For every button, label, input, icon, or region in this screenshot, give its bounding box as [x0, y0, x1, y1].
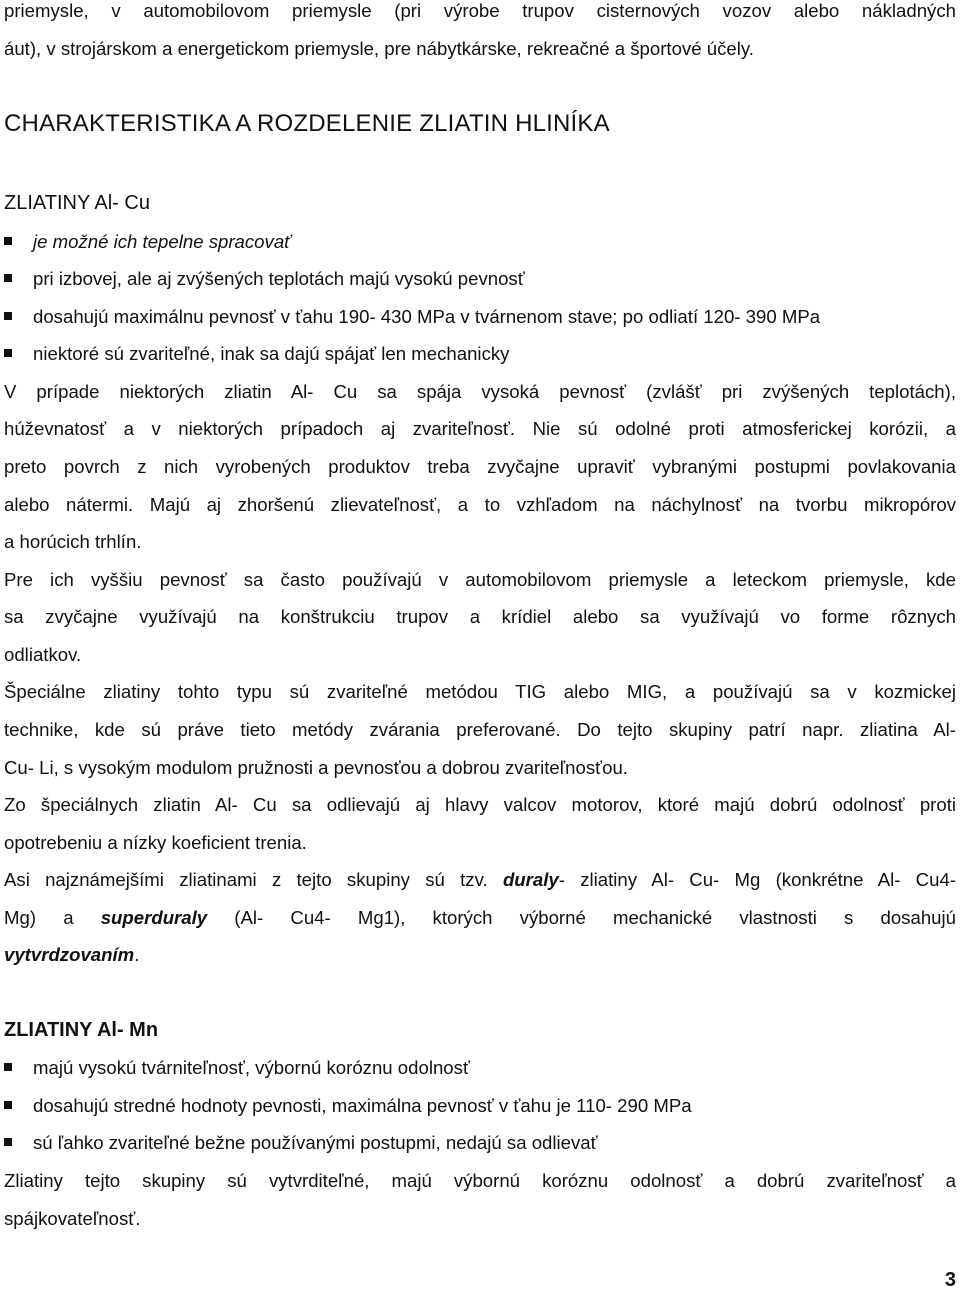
paragraph-line: a horúcich trhlín. [4, 531, 142, 552]
paragraph-line: sa zvyčajne využívajú na konštrukciu trupov a krídiel alebo sa využívajú vo forme rôznych [4, 606, 956, 627]
term-vytvrdzovanim: vytvrdzovaním [4, 944, 135, 965]
text-run: . [134, 944, 140, 965]
text-run: - zliatiny Al- Cu- Mg (konkrétne Al- Cu4- [558, 869, 956, 890]
bullet-icon [4, 274, 12, 282]
bullet-text: je možné ich tepelne spracovať [33, 231, 291, 252]
section-heading-al-cu: ZLIATINY Al- Cu [4, 192, 150, 214]
bullet-icon [4, 1101, 12, 1109]
bullet-item [4, 1095, 692, 1117]
paragraph-line [4, 869, 956, 891]
bullet-item [4, 1132, 598, 1154]
paragraph-line: spájkovateľnosť. [4, 1208, 141, 1229]
paragraph-line: opotrebeniu a nízky koeficient trenia. [4, 832, 307, 853]
text-run: Asi najznámejšími zliatinami z tejto skupiny sú tzv. [4, 869, 503, 890]
bullet-item [4, 343, 509, 365]
paragraph-line: Zo špeciálnych zliatin Al- Cu sa odlievajú aj hlavy valcov motorov, ktoré majú dobrú odolnosť proti [4, 794, 956, 815]
bullet-text: dosahujú maximálnu pevnosť v ťahu 190- 430 MPa v tvárnenom stave; po odliatí 120- 390 MPa [33, 306, 821, 327]
paragraph-line: Pre ich vyššiu pevnosť sa často používajú v automobilovom priemysle a leteckom priemysle, kde [4, 569, 956, 590]
bullet-text: majú vysokú tvárniteľnosť, výbornú koróznu odolnosť [33, 1057, 470, 1078]
section-heading-al-mn: ZLIATINY Al- Mn [4, 1019, 159, 1041]
bullet-icon [4, 1138, 12, 1146]
paragraph-line: preto povrch z nich vyrobených produktov treba zvyčajne upraviť vybranými postupmi povlakovania [4, 456, 956, 477]
text-run: Mg) a [4, 907, 101, 928]
page-number: 3 [944, 1269, 956, 1291]
bullet-text: sú ľahko zvariteľné bežne používanými postupmi, nedajú sa odlievať [33, 1132, 598, 1153]
paragraph-line: technike, kde sú práve tieto metódy zvárania preferované. Do tejto skupiny patrí napr. zliatina Al- [4, 719, 956, 740]
bullet-item [4, 306, 820, 328]
bullet-item [4, 231, 291, 253]
intro-line-2: áut), v strojárskom a energetickom priemysle, pre nábytkárske, rekreačné a športové účely. [4, 38, 754, 59]
intro-line-1: priemysle, v automobilovom priemysle (pri výrobe trupov cisternových vozov alebo nákladných [4, 0, 956, 21]
paragraph-line [4, 907, 956, 929]
term-duraly: duraly [502, 869, 559, 890]
main-heading: CHARAKTERISTIKA A ROZDELENIE ZLIATIN HLINÍKA [4, 110, 610, 137]
paragraph-line: Zliatiny tejto skupiny sú vytvrditeľné, majú výbornú koróznu odolnosť a dobrú zvariteľnosť a [4, 1170, 956, 1191]
paragraph-line [4, 944, 139, 966]
text-run: (Al- Cu4- Mg1), ktorých výborné mechanické vlastnosti s dosahujú [207, 907, 956, 928]
paragraph-line: húževnatosť a v niektorých prípadoch aj zvariteľnosť. Nie sú odolné proti atmosferickej korózii, a [4, 418, 956, 439]
paragraph-line: V prípade niektorých zliatin Al- Cu sa spája vysoká pevnosť (zvlášť pri zvýšených teplotách), [4, 381, 956, 402]
term-superduraly: superduraly [100, 907, 208, 928]
bullet-icon [4, 349, 12, 357]
bullet-text: niektoré sú zvariteľné, inak sa dajú spájať len mechanicky [33, 343, 510, 364]
paragraph-line: odliatkov. [4, 644, 82, 665]
bullet-icon [4, 237, 12, 245]
paragraph-line: Cu- Li, s vysokým modulom pružnosti a pevnosťou a dobrou zvariteľnosťou. [4, 757, 628, 778]
paragraph-line: alebo nátermi. Majú aj zhoršenú zlievateľnosť, a to vzhľadom na náchylnosť na tvorbu mikropórov [4, 494, 956, 515]
bullet-item [4, 1057, 470, 1079]
bullet-item [4, 268, 525, 290]
paragraph-line: Špeciálne zliatiny tohto typu sú zvariteľné metódou TIG alebo MIG, a používajú sa v kozmickej [4, 681, 956, 702]
bullet-icon [4, 312, 12, 320]
bullet-icon [4, 1063, 12, 1071]
bullet-text: pri izbovej, ale aj zvýšených teplotách majú vysokú pevnosť [33, 268, 525, 289]
bullet-text: dosahujú stredné hodnoty pevnosti, maximálna pevnosť v ťahu je 110- 290 MPa [33, 1095, 692, 1116]
